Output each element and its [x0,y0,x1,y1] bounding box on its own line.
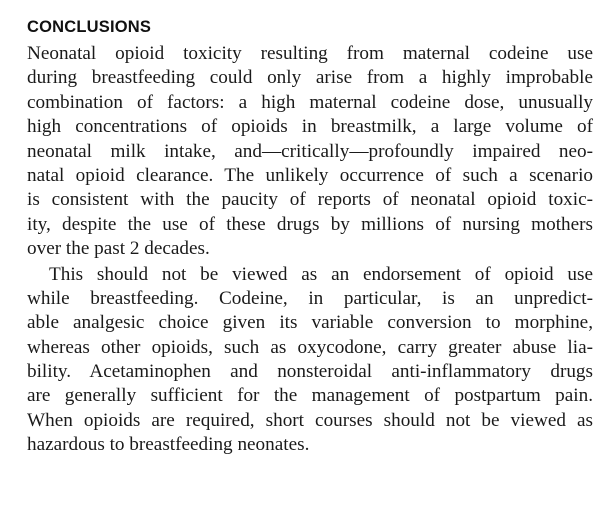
text-line: When opioids are required, short courses should not be viewed as [27,409,593,431]
text-line: neonatal milk intake, and—critically—profoundly impaired neo- [27,140,593,162]
text-line: hazardous to breastfeeding neonates. [27,434,310,456]
text-line: bility. Acetaminophen and nonsteroidal anti-inflammatory drugs [27,361,593,383]
text-line: Neonatal opioid toxicity resulting from maternal codeine use [27,43,593,64]
text-line: while breastfeeding. Codeine, in particular, is an unpredict- [27,287,593,309]
text-line: are generally sufficient for the management of postpartum pain. [27,385,593,407]
section-heading: CONCLUSIONS [27,18,152,36]
text-line: over the past 2 decades. [27,238,210,260]
text-line: ity, despite the use of these drugs by millions of nursing mothers [27,213,593,235]
text-line: high concentrations of opioids in breastmilk, a large volume of [27,116,593,138]
text-line: able analgesic choice given its variable conversion to morphine, [27,312,593,334]
text-line: This should not be viewed as an endorsement of opioid use [49,263,593,285]
text-line: combination of factors: a high maternal codeine dose, unusually [27,91,593,113]
conclusions-section [27,14,593,458]
paragraph-2 [27,263,593,458]
paragraph-1 [27,42,593,262]
text-line: during breastfeeding could only arise from a highly improbable [27,67,593,89]
text-line: is consistent with the paucity of reports of neonatal opioid toxic- [27,189,593,211]
text-line: whereas other opioids, such as oxycodone, carry greater abuse lia- [27,336,593,358]
text-line: natal opioid clearance. The unlikely occurrence of such a scenario [27,164,593,186]
